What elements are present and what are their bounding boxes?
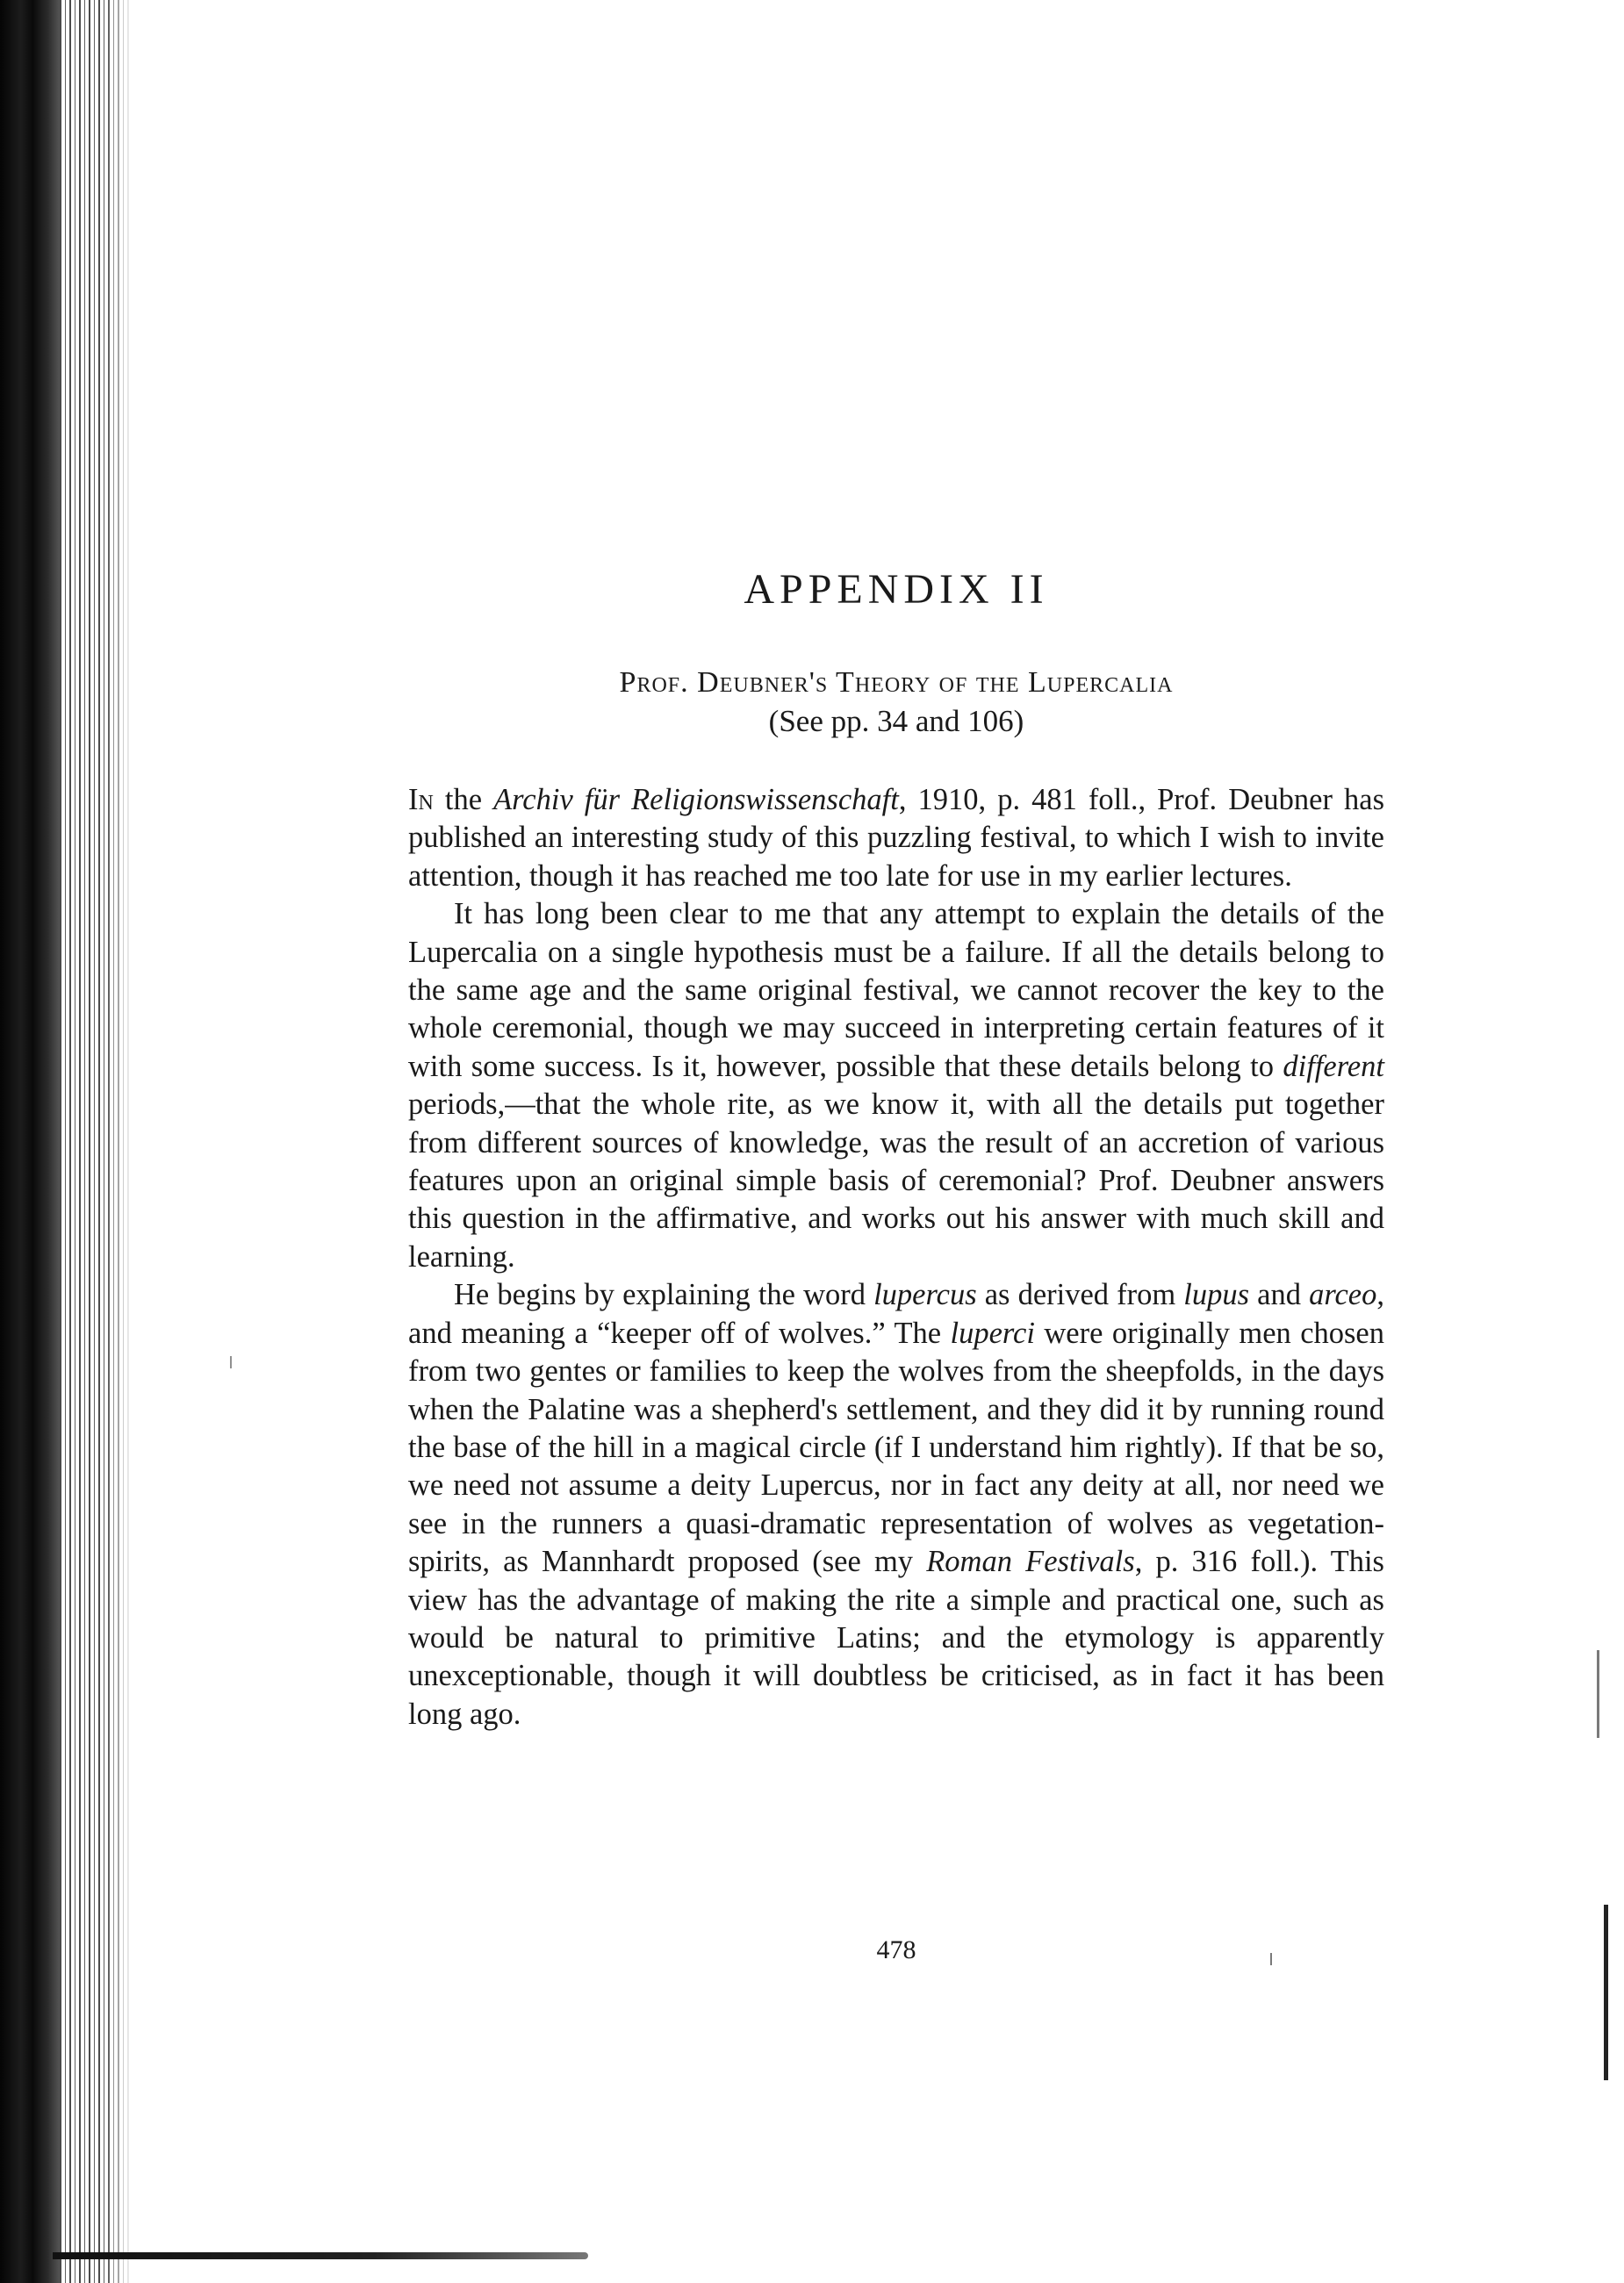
text: as derived from [976,1278,1184,1312]
text: the [433,783,494,816]
binding-shadow [0,0,60,2283]
text: were originally men chosen from two gentes or families to keep the wolves from the sheepfolds, in the days when the Palatine was a shepherd's settlement, and they did it by running round the base of the hill in a magical circle (if I understand him rightly). If that be so, we need not assume a deity Lupercus, nor in fact any deity at all, nor need we see in the runners a quasi-dramatic representation of wolves as vegetation-spirits, as Mannhardt proposed (see my [408,1316,1384,1579]
text: periods,—that the whole rite, as we know it, with all the details put together from different sources of knowledge, was the result of an accretion of various features upon an original simple basis of ceremonial? Prof. Deubner answers this question in the affirmative, and works out his answer with much skill and learning. [408,1088,1384,1274]
scan-mark [1597,1650,1599,1738]
text: It has long been clear to me that any attempt to explain the details of the Lupercalia on a single hypothesis must be a failure. If all the details belong to the same age and the same original festival, we cannot recover the key to the whole ceremonial, though we may succeed in interpreting certain features of it with some success. Is it, however, possible that these details belong to [408,897,1384,1083]
text: , 1910, p. 481 foll., Prof. Deubner has published an interesting study of this puzzling festival, to which I wish to invite attention, though it has reached me too late for use in my earlier lectures. [408,783,1385,893]
page-reference: (See pp. 34 and 106) [768,704,1024,738]
lead-word: In [408,783,434,816]
latin-word: lupus [1183,1278,1250,1312]
appendix-subtitle: Prof. Deubner's Theory of the Lupercalia [619,666,1174,699]
text: , and meaning a “keeper off of wolves.” The [408,1278,1384,1350]
paragraph-1 [408,781,1384,895]
paragraph-3 [408,1276,1384,1734]
binding-fade [105,0,132,2283]
body-text [408,781,1384,1734]
text: , p. 316 foll.). This view has the advantage of making the rite a simple and practical one, such as would be natural to primitive Latins; and the etymology is apparently unexceptionable, though it will doubtless be criticised, as in fact it has been long ago. [408,1545,1384,1731]
latin-word: arceo [1309,1278,1377,1312]
book-binding-edge [0,0,132,2283]
scan-mark [1604,1905,1608,2080]
scan-mark [230,1356,232,1368]
text: and [1249,1278,1310,1312]
appendix-heading: APPENDIX II [744,566,1049,613]
latin-word: lupercus [873,1278,977,1312]
journal-title: Archiv für Religionswissenschaft [493,783,899,816]
book-title: Roman Festivals [926,1545,1135,1579]
latin-word: luperci [950,1316,1035,1350]
bottom-page-edge [53,2252,588,2259]
page-number: 478 [876,1935,916,1964]
text: He begins by explaining the word [454,1278,874,1312]
emphasis: different [1283,1049,1384,1083]
paragraph-2 [408,895,1384,1276]
